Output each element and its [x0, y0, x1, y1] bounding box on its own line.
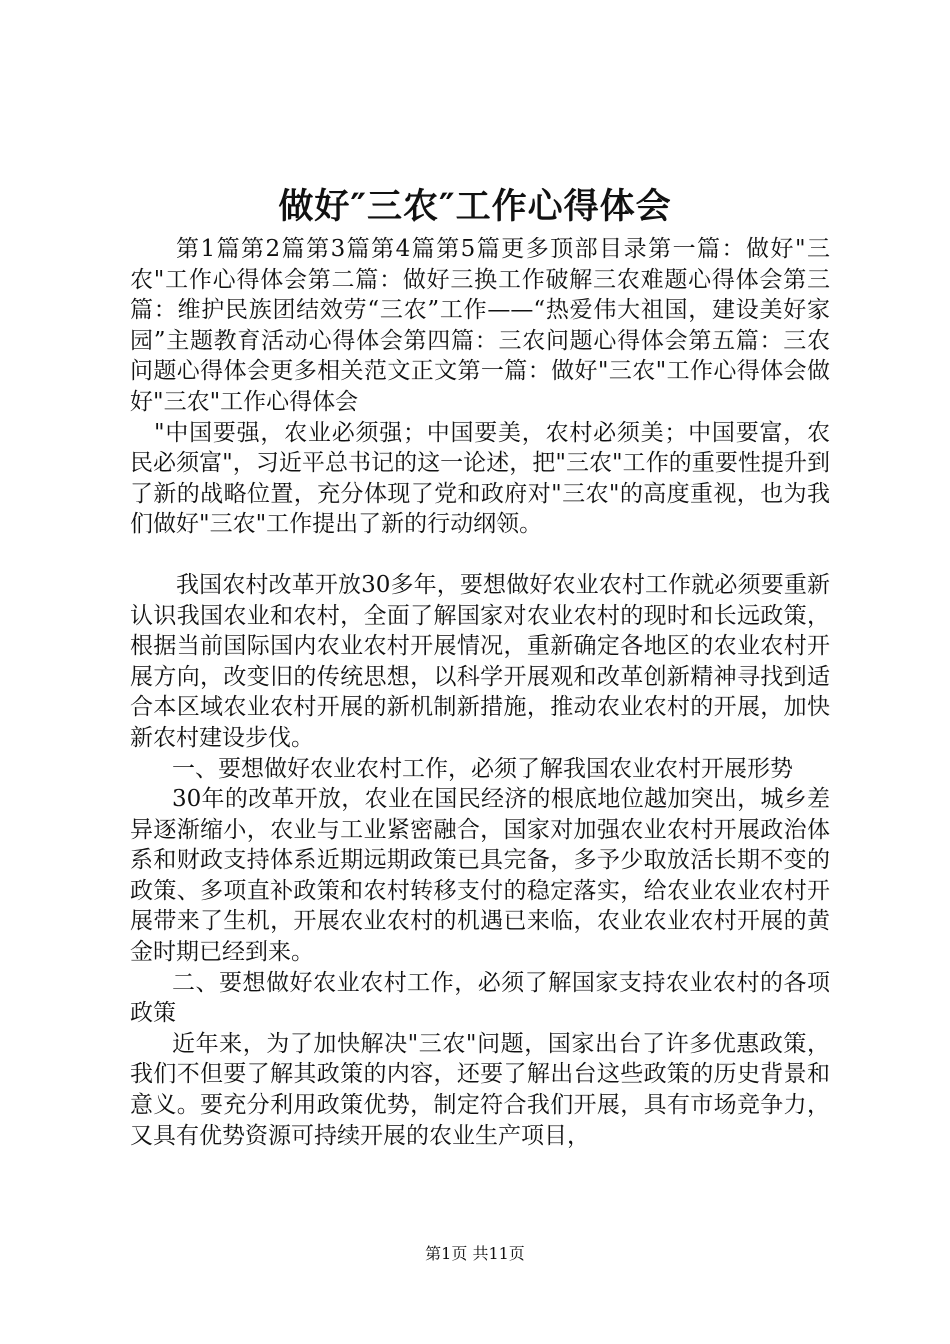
paragraph-reform: 我国农村改革开放30多年，要想做好农业农村工作就必须要重新认识我国农业和农村，全面了解国家对农业农村的现时和长远政策，根据当前国际国内农业农村开展情况，重新确定各地区的农业农村开展方向，改变旧的传统思想，以科学开展观和改革创新精神寻找到适合本区域农业农村开展的新机制新措施，推动农业农村的开展，加快新农村建设步伐。 [130, 571, 830, 751]
document-body [130, 234, 830, 1151]
paragraph-situation: 30年的改革开放，农业在国民经济的根底地位越加突出，城乡差异逐渐缩小，农业与工业紧密融合，国家对加强农业农村开展政治体系和财政支持体系近期远期政策已具完备，多予少取放活长期不变的政策、多项直补政策和农村转移支付的稳定落实，给农业农业农村开展带来了生机，开展农业农村的机遇已来临，农业农业农村开展的黄金时期已经到来。 [130, 786, 830, 966]
paragraph-policy: 近年来，为了加快解决"三农"问题，国家出台了许多优惠政策，我们不但要了解其政策的内容，还要了解出台这些政策的历史背景和意义。要充分利用政策优势，制定符合我们开展，具有市场竞争力，又具有优势资源可持续开展的农业生产项目， [130, 1030, 830, 1149]
section-heading-1: 一、要想做好农业农村工作，必须了解我国农业农村开展形势 [172, 755, 793, 782]
paragraph-gap [130, 540, 830, 570]
paragraph-quote: "中国要强，农业必须强；中国要美，农村必须美；中国要富，农民必须富"，习近平总书记的这一论述，把"三农"工作的重要性提升到了新的战略位置，充分体现了党和政府对"三农"的高度重视，也为我们做好"三农"工作提出了新的行动纲领。 [130, 419, 830, 538]
page-footer: 第1页 共11页 [425, 1244, 525, 1263]
section-heading-2: 二、要想做好农业农村工作，必须了解国家支持农业农村的各项政策 [130, 969, 830, 1027]
paragraph-toc: 第1篇第2篇第3篇第4篇第5篇更多顶部目录第一篇：做好"三农"工作心得体会第二篇：做好三换工作破解三农难题心得体会第三篇：维护民族团结效劳“三农”工作——“热爱伟大祖国，建设美好家园”主题教育活动心得体会第四篇：三农问题心得体会第五篇：三农问题心得体会更多相关范文正文第一篇：做好"三农"工作心得体会做好"三农"工作心得体会 [130, 236, 830, 415]
document-title: 做好″三农″工作心得体会 [278, 186, 672, 227]
